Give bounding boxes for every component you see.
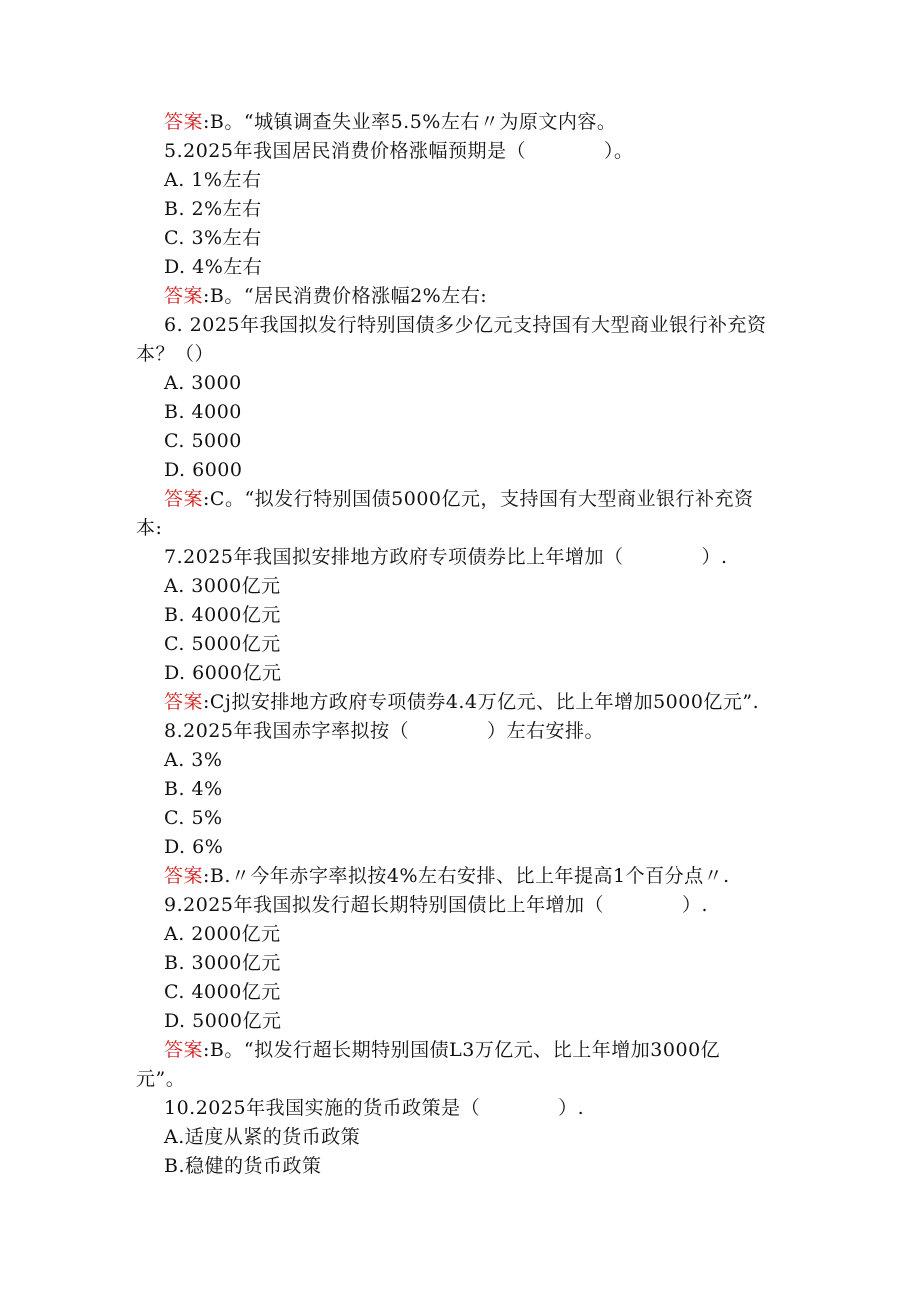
answer-label: 答案 xyxy=(164,691,204,713)
answer-label: 答案 xyxy=(164,1039,204,1061)
q8-option-d: D. 6% xyxy=(164,836,224,858)
q6-option-b: B. 4000 xyxy=(164,401,242,423)
q7-option-c: C. 5000亿元 xyxy=(164,633,281,655)
answer-6 xyxy=(0,485,920,514)
q8-option-b: B. 4% xyxy=(164,778,223,800)
q7-option-b: B. 4000亿元 xyxy=(164,604,281,626)
answer-4 xyxy=(0,108,920,137)
q6-option-c: C. 5000 xyxy=(164,430,242,452)
q8-option-c: C. 5% xyxy=(164,807,223,829)
answer-5 xyxy=(0,282,920,311)
answer-text: :B。“居民消费价格涨幅2%左右: xyxy=(203,285,488,307)
q6-option-a: A. 3000 xyxy=(164,372,242,394)
q10-option-a: A.适度从紧的货币政策 xyxy=(164,1126,361,1148)
q9-option-b: B. 3000亿元 xyxy=(164,952,281,974)
question-7: 7.2025年我国拟安排地方政府专项债券比上年增加（ ）. xyxy=(164,546,728,568)
answer-text: :B。“拟发行超长期特别国债L3万亿元、比上年增加3000亿 xyxy=(203,1039,721,1061)
answer-label: 答案 xyxy=(164,865,204,887)
answer-9-cont: 元”。 xyxy=(136,1068,186,1090)
question-10: 10.2025年我国实施的货币政策是（ ）. xyxy=(164,1097,585,1119)
q5-option-d: D. 4%左右 xyxy=(164,256,263,278)
answer-label: 答案 xyxy=(164,285,204,307)
q5-option-b: B. 2%左右 xyxy=(164,198,262,220)
question-6: 6. 2025年我国拟发行特别国债多少亿元支持国有大型商业银行补充资 xyxy=(164,314,767,336)
q5-option-a: A. 1%左右 xyxy=(164,169,262,191)
answer-text: :C。“拟发行特别国债5000亿元，支持国有大型商业银行补充资 xyxy=(203,488,754,510)
q8-option-a: A. 3% xyxy=(164,749,223,771)
q10-option-b: B.稳健的货币政策 xyxy=(164,1155,322,1177)
answer-label: 答案 xyxy=(164,111,204,133)
q9-option-d: D. 5000亿元 xyxy=(164,1010,282,1032)
q9-option-c: C. 4000亿元 xyxy=(164,981,281,1003)
answer-text: :Cj拟安排地方政府专项债券4.4万亿元、比上年增加5000亿元”. xyxy=(203,691,760,713)
answer-text: :B。“城镇调查失业率5.5%左右〃为原文内容。 xyxy=(203,111,617,133)
q9-option-a: A. 2000亿元 xyxy=(164,923,281,945)
answer-8 xyxy=(0,862,920,891)
answer-9 xyxy=(0,1036,920,1065)
question-5: 5.2025年我国居民消费价格涨幅预期是（ ）。 xyxy=(164,140,634,162)
answer-7 xyxy=(0,688,920,717)
answer-text: :B.〃今年赤字率拟按4%左右安排、比上年提高1个百分点〃. xyxy=(203,865,730,887)
q5-option-c: C. 3%左右 xyxy=(164,227,262,249)
q7-option-d: D. 6000亿元 xyxy=(164,662,282,684)
question-9: 9.2025年我国拟发行超长期特别国债比上年增加（ ）. xyxy=(164,894,709,916)
answer-6-cont: 本: xyxy=(136,517,163,539)
question-6-cont: 本？（） xyxy=(136,343,215,365)
question-8: 8.2025年我国赤字率拟按（ ）左右安排。 xyxy=(164,720,604,742)
answer-label: 答案 xyxy=(164,488,204,510)
q7-option-a: A. 3000亿元 xyxy=(164,575,281,597)
q6-option-d: D. 6000 xyxy=(164,459,243,481)
